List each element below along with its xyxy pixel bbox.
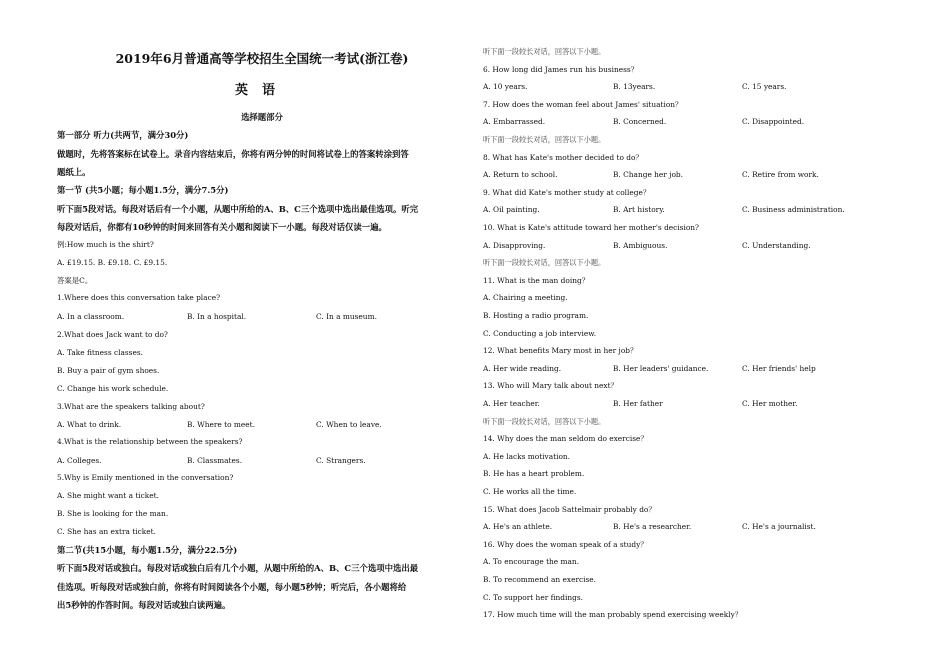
section-title: 选择题部分 bbox=[241, 112, 283, 122]
question-text: 8. What has Kate's mother decided to do？ bbox=[483, 152, 643, 162]
instruction-line: 出5秒钟的作答时间。每段对话或独白读两遍。 bbox=[57, 600, 231, 610]
option: B. He's a researcher. bbox=[613, 522, 692, 532]
question-text: A. Chairing a meeting. bbox=[483, 293, 568, 303]
question-text: 14. Why does the man seldom do exercise？ bbox=[483, 434, 648, 444]
question-text: 17. How much time will the man probably spend exercising weekly？ bbox=[483, 610, 743, 620]
option: A. Return to school. bbox=[483, 170, 558, 180]
instruction-line: 佳选项。听每段对话或独白前，你将有时间阅读各个小题，每小题5秒钟；听完后，各小题将给 bbox=[57, 582, 407, 592]
option: B. Her father bbox=[613, 399, 663, 408]
subject-title: 英语 bbox=[234, 83, 289, 98]
question-text: A. To encourage the man. bbox=[483, 557, 580, 567]
option: C. She has an extra ticket. bbox=[57, 527, 156, 536]
option: A. Colleges. bbox=[57, 456, 102, 465]
option: A. Oil painting. bbox=[483, 205, 540, 215]
option: B. Buy a pair of gym shoes. bbox=[57, 366, 160, 375]
option: C. Her friends' help bbox=[742, 363, 816, 373]
example-options: A. £19.15. B. £9.18. C. £9.15. bbox=[57, 258, 168, 267]
instruction-line: 题纸上。 bbox=[57, 167, 91, 177]
question-text: 15. What does Jacob Sattelmair probably do？ bbox=[483, 504, 656, 514]
option: A. Take fitness classes. bbox=[57, 348, 143, 357]
option: B. Classmates. bbox=[187, 456, 243, 465]
option: C. Change his work schedule. bbox=[57, 384, 169, 393]
instruction-line: 每段对话后，你都有10秒钟的时间来回答有关小题和阅读下一小题。每段对话仅读一遍。 bbox=[57, 222, 387, 232]
option: C. Understanding. bbox=[742, 240, 811, 250]
option: B. Ambiguous. bbox=[613, 240, 668, 250]
option: A. Her wide reading. bbox=[483, 363, 562, 373]
option: B. Change her job. bbox=[613, 170, 684, 180]
question-text: 4.What is the relationship between the speakers? bbox=[57, 437, 243, 446]
question-text: 13. Who will Mary talk about next？ bbox=[483, 381, 618, 391]
section-instruction: 听下面一段较长对话，回答以下小题。 bbox=[483, 258, 606, 268]
section2-heading: 第二节(共15小题，每小题1.5分，满分22.5分) bbox=[57, 545, 238, 555]
option: A. What to drink. bbox=[57, 420, 122, 429]
option: B. In a hospital. bbox=[187, 312, 247, 321]
question-text: 11. What is the man doing？ bbox=[483, 275, 590, 285]
option: A. Her teacher. bbox=[483, 399, 540, 408]
option: B. Concerned. bbox=[613, 117, 667, 127]
option: A. She might want a ticket. bbox=[57, 491, 159, 500]
question-text: 7. How does the woman feel about James' situation？ bbox=[483, 99, 683, 109]
question-text: 9. What did Kate's mother study at college？ bbox=[483, 187, 651, 197]
question-text: 10. What is Kate's attitude toward her mother's decision? bbox=[483, 223, 700, 232]
option: B. 13years. bbox=[613, 82, 656, 92]
section1-heading: 第一节 (共5小题；每小题1.5分，满分7.5分) bbox=[57, 185, 229, 195]
option: B. She is looking for the man. bbox=[57, 509, 169, 518]
option: B. Art history. bbox=[613, 205, 665, 215]
option: C. In a museum. bbox=[316, 312, 377, 321]
example-answer: 答案是C。 bbox=[57, 276, 93, 285]
option: C. Disappointed. bbox=[742, 117, 805, 127]
question-text: C. To support her findings. bbox=[483, 592, 583, 602]
question-text: 6. How long did James run his business？ bbox=[483, 64, 639, 74]
part1-heading: 第一部分 听力(共两节，满分30分) bbox=[57, 130, 189, 140]
question-text: 1.Where does this conversation take place? bbox=[57, 293, 221, 302]
instruction-line: 听下面5段对话。每段对话后有一个小题，从题中所给的A、B、C三个选项中选出最佳选项。听完 bbox=[57, 204, 419, 214]
question-text: C. He works all the time. bbox=[483, 487, 577, 496]
instruction-line: 听下面5段对话或独白。每段对话或独白后有几个小题，从题中所给的A、B、C三个选项中选出最 bbox=[57, 563, 419, 573]
option: A. 10 years. bbox=[483, 82, 528, 92]
option: A. Embarrassed. bbox=[483, 117, 546, 127]
question-text: B. He has a heart problem. bbox=[483, 469, 585, 479]
question-text: A. He lacks motivation. bbox=[483, 451, 570, 461]
question-text: 3.What are the speakers talking about? bbox=[57, 402, 205, 411]
option: C. When to leave. bbox=[316, 420, 382, 429]
section-instruction: 听下面一段较长对话，回答以下小题。 bbox=[483, 135, 606, 144]
example-question: 例:How much is the shirt? bbox=[57, 240, 154, 249]
question-text: 2.What does Jack want to do? bbox=[57, 330, 168, 339]
exam-title: 2019年6月普通高等学校招生全国统一考试(浙江卷) bbox=[115, 51, 409, 66]
option: A. In a classroom. bbox=[57, 312, 125, 321]
option: C. Strangers. bbox=[316, 456, 366, 465]
option: C. Her mother. bbox=[742, 399, 798, 408]
option: A. He's an athlete. bbox=[483, 522, 553, 532]
section-instruction: 听下面一段较长对话，回答以下小题。 bbox=[483, 416, 606, 426]
question-text: B. Hosting a radio program. bbox=[483, 311, 589, 320]
question-text: 12. What benefits Mary most in her job？ bbox=[483, 346, 638, 356]
option: B. Her leaders' guidance. bbox=[613, 363, 709, 373]
option: B. Where to meet. bbox=[187, 420, 255, 429]
question-text: 5.Why is Emily mentioned in the conversation? bbox=[57, 473, 234, 482]
option: C. 15 years. bbox=[742, 82, 787, 92]
question-text: C. Conducting a job interview. bbox=[483, 328, 597, 338]
instruction-line: 做题时，先将答案标在试卷上。录音内容结束后，你将有两分钟的时间将试卷上的答案转涂到答 bbox=[57, 149, 409, 159]
option: A. Disapproving. bbox=[483, 240, 546, 250]
option: C. Business administration. bbox=[742, 205, 845, 215]
section-instruction: 听下面一段较长对话，回答以下小题。 bbox=[483, 47, 606, 56]
option: C. Retire from work. bbox=[742, 170, 819, 180]
option: C. He's a journalist. bbox=[742, 522, 816, 532]
question-text: B. To recommend an exercise. bbox=[483, 575, 596, 584]
question-text: 16. Why does the woman speak of a study？ bbox=[483, 539, 648, 549]
